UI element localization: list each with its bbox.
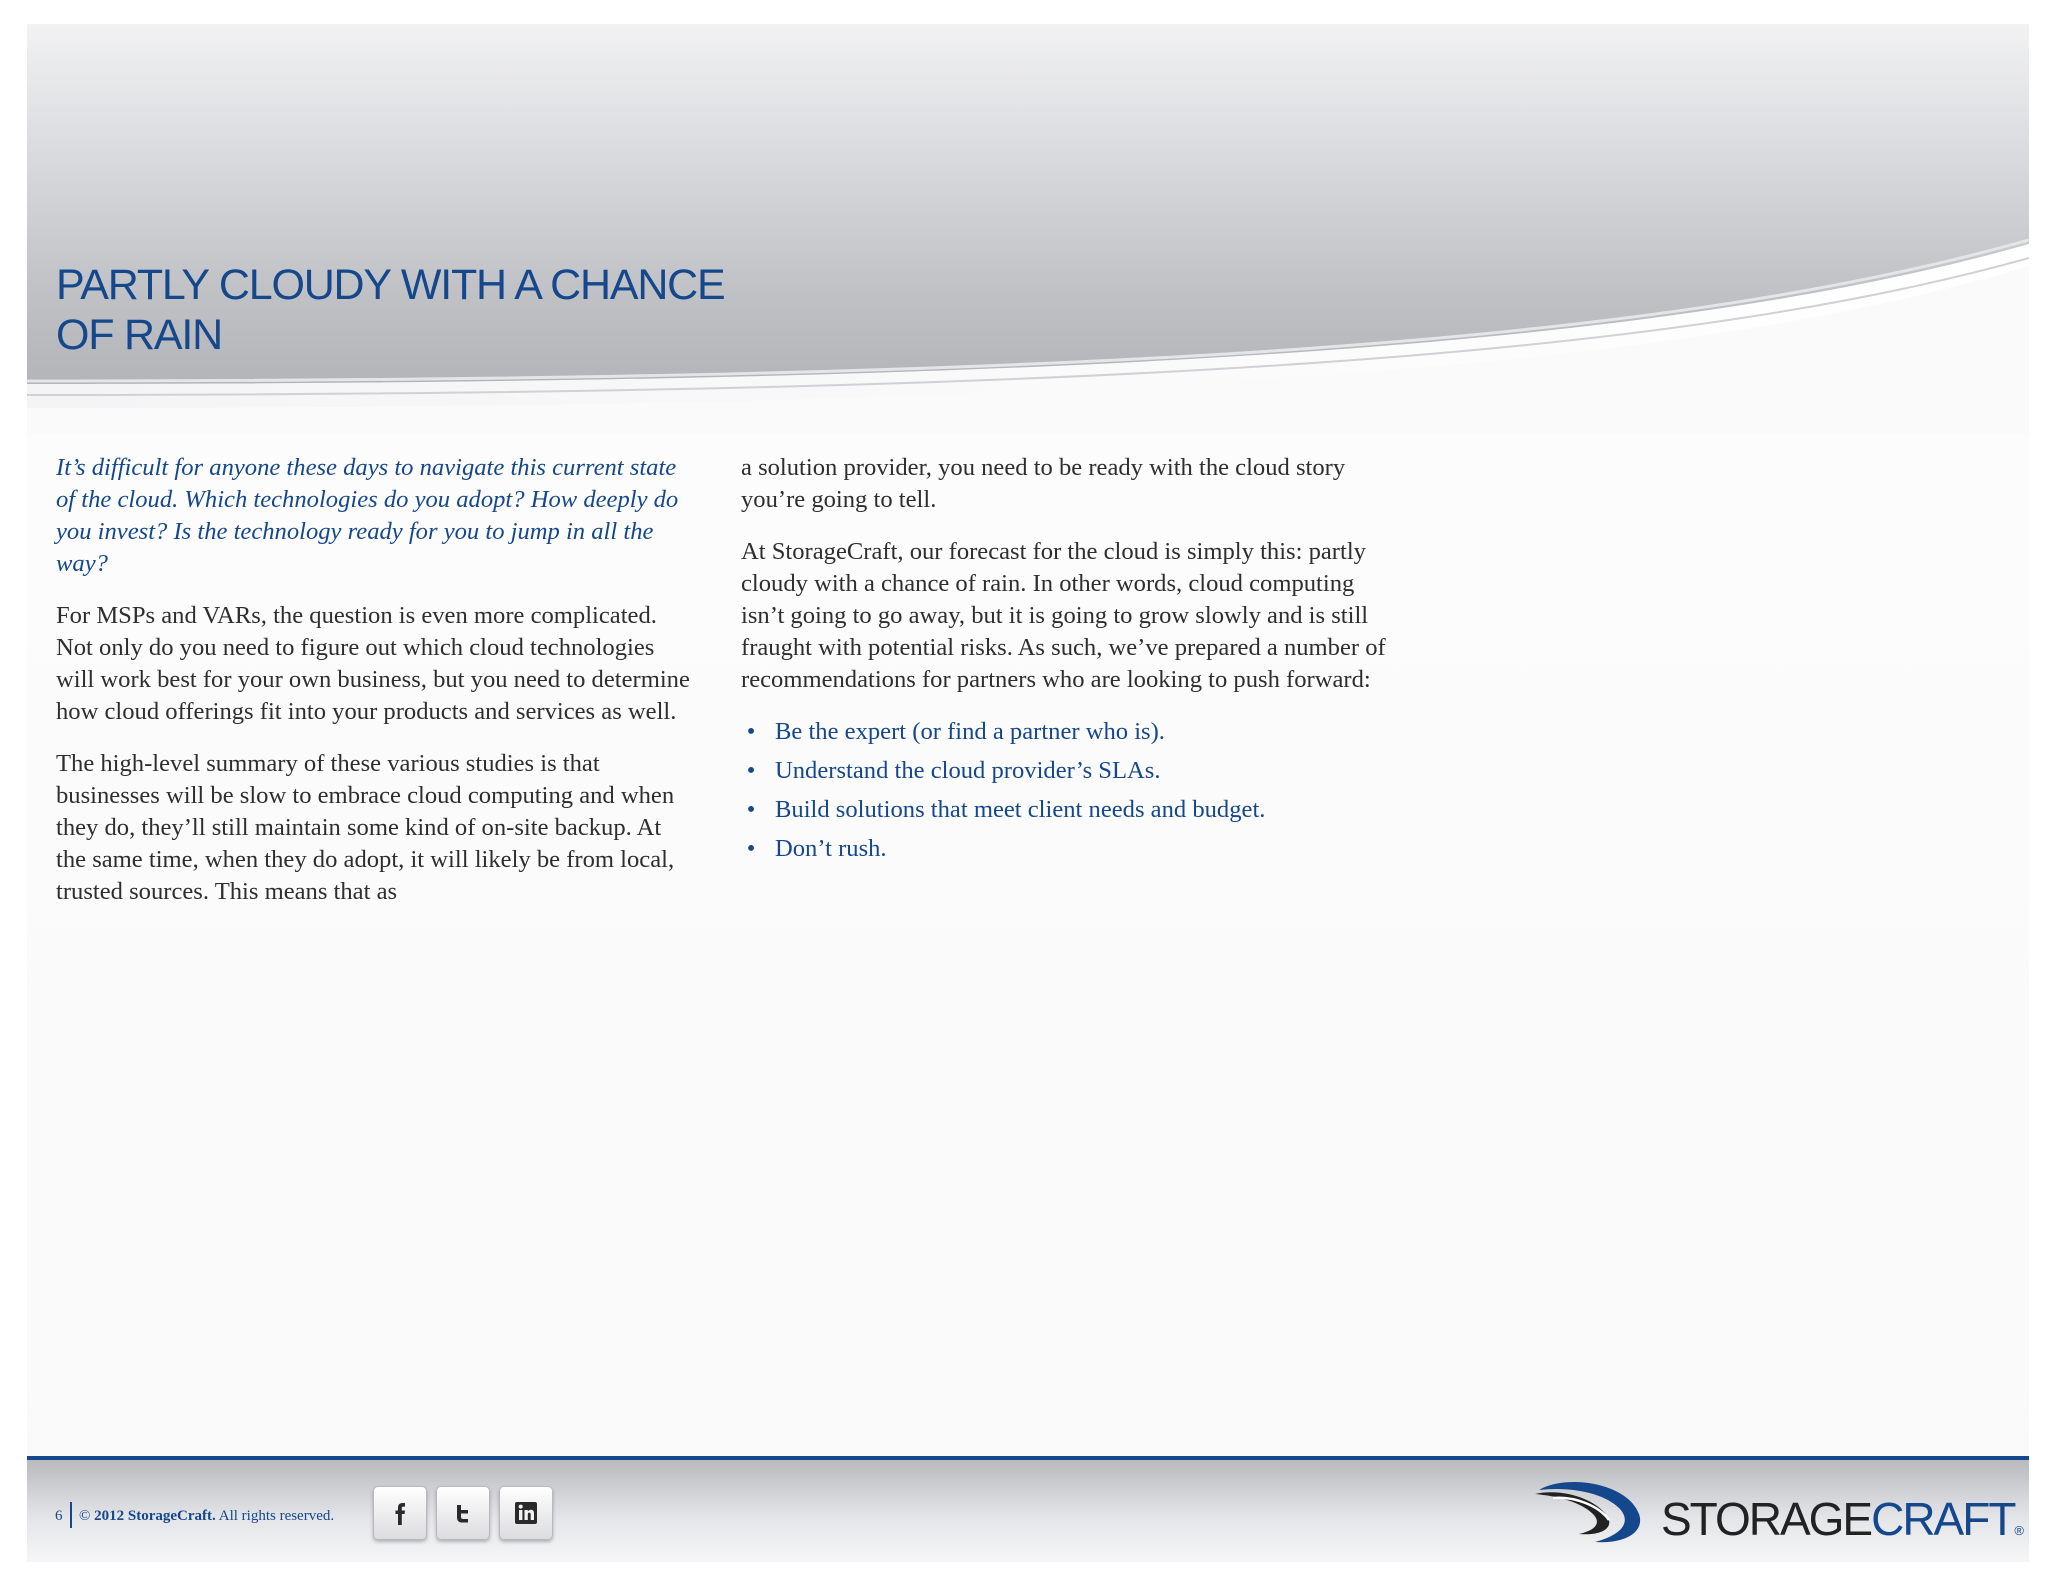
list-item-text: Don’t rush. xyxy=(775,835,887,862)
body-paragraph-1: For MSPs and VARs, the question is even more complicated. Not only do you need to figure out which cloud technologies will work best for your own business, but you need to determine how cloud offerings fit into your products and services as well. xyxy=(56,602,690,725)
page-number: 6 xyxy=(55,1508,63,1524)
copyright-company: 2012 StorageCraft. xyxy=(94,1508,216,1524)
facebook-button[interactable] xyxy=(373,1486,427,1540)
intro-paragraph: It’s difficult for anyone these days to navigate this current state of the cloud. Which technologies do you adopt? How deeply do you invest? Is the technology ready for you to jump in all the way? xyxy=(56,454,679,577)
recommendations-list xyxy=(741,716,1401,865)
list-item-text: Understand the cloud provider’s SLAs. xyxy=(775,757,1161,784)
copyright-symbol: © xyxy=(79,1508,91,1524)
list-item xyxy=(741,833,1401,865)
list-item xyxy=(741,794,1401,826)
bullet-icon: • xyxy=(746,718,756,745)
body-paragraph-4: At StorageCraft, our forecast for the cloud is simply this: partly cloudy with a chance of rain. In other words, cloud computing isn’t going to go away, but it is going to grow slowly and is still fraught with potential risks. As such, we’ve prepared a number of recommendations for partners who are looking to push forward: xyxy=(741,538,1386,693)
linkedin-button[interactable] xyxy=(499,1486,553,1540)
list-item-text: Build solutions that meet client needs and budget. xyxy=(775,796,1266,823)
page-title xyxy=(56,260,776,360)
page-footer xyxy=(27,1456,2029,1562)
facebook-icon xyxy=(385,1498,415,1528)
logo-craft: CRAFT xyxy=(1871,1493,2015,1545)
copyright-notice xyxy=(79,1508,334,1525)
logo-registered-mark: ® xyxy=(2014,1523,2025,1538)
body-paragraph-3: a solution provider, you need to be ready with the cloud story you’re going to tell. xyxy=(741,454,1346,513)
logo-storage: STORAGE xyxy=(1661,1493,1872,1545)
linkedin-icon xyxy=(511,1498,541,1528)
footer-divider xyxy=(70,1502,72,1528)
right-column xyxy=(741,452,1401,872)
list-item xyxy=(741,755,1401,787)
storagecraft-logo xyxy=(1661,1494,2024,1556)
left-column xyxy=(56,452,696,928)
storagecraft-logo-icon xyxy=(1535,1476,1647,1548)
bullet-icon: • xyxy=(746,796,756,823)
bullet-icon: • xyxy=(746,757,756,784)
bullet-icon: • xyxy=(746,835,756,862)
body-paragraph-2: The high-level summary of these various studies is that businesses will be slow to embrace cloud computing and when they do, they’ll still maintain some kind of on-site backup. At the same time, when they do adopt, it will likely be from local, trusted sources. This means that as xyxy=(56,750,675,905)
copyright-rights: All rights reserved. xyxy=(218,1508,335,1524)
twitter-icon xyxy=(448,1498,478,1528)
list-item xyxy=(741,716,1401,748)
title-line-2: OF RAIN xyxy=(56,311,222,359)
list-item-text: Be the expert (or find a partner who is). xyxy=(775,718,1165,745)
document-page xyxy=(27,24,2029,1562)
title-line-1: PARTLY CLOUDY WITH A CHANCE xyxy=(56,261,725,309)
twitter-button[interactable] xyxy=(436,1486,490,1540)
